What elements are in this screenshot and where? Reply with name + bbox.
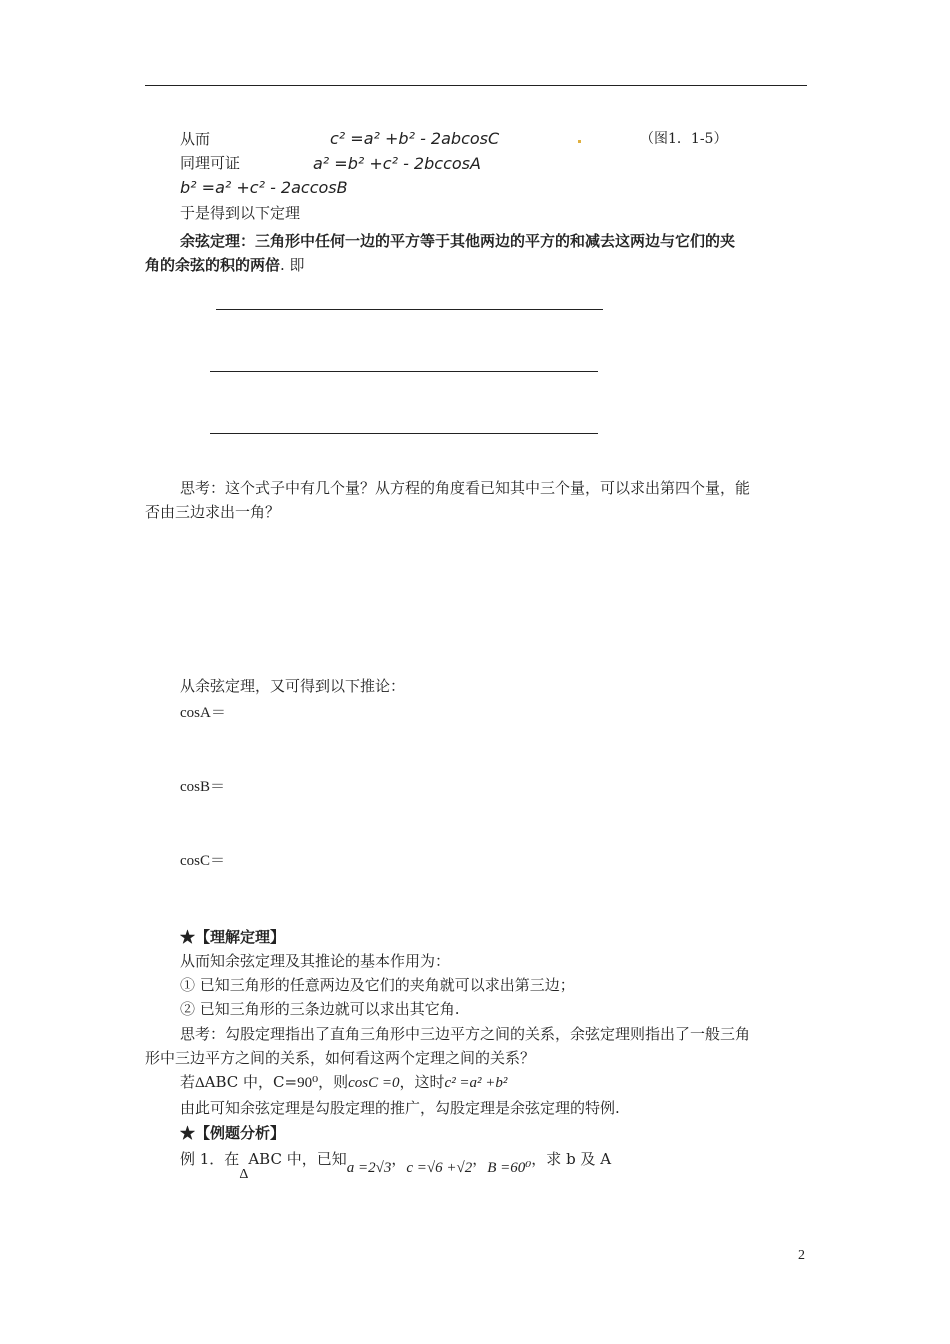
example-1-mid: ABC 中，已知: [248, 1150, 347, 1168]
blank-line-3: [210, 433, 598, 434]
conclude-line: 于是得到以下定理: [180, 204, 301, 222]
header-rule: [145, 85, 807, 86]
blank-line-2: [210, 371, 598, 372]
delta-symbol: Δ: [239, 1167, 249, 1182]
if-word: 若: [180, 1073, 196, 1091]
theorem-line2-tail: . 即: [280, 256, 305, 274]
examples-heading: ★【例题分析】: [180, 1124, 286, 1142]
equation-a: a² =b² +c² - 2bccosA: [313, 154, 481, 173]
figure-reference: （图1．1-5）: [640, 131, 728, 147]
think1-line1: 思考：这个式子中有几个量？从方程的角度看已知其中三个量，可以求出第四个量，能: [180, 479, 751, 497]
given-c: c =√6 +√2: [406, 1160, 473, 1176]
understand-intro: 从而知余弦定理及其推论的基本作用为：: [180, 952, 451, 970]
theorem-line1: 余弦定理：三角形中任何一边的平方等于其他两边的平方的和减去这两边与它们的夹: [180, 232, 736, 250]
pythagorean-eq: c² =a² +b²: [444, 1075, 508, 1091]
equation-b: b² =a² +c² - 2accosB: [180, 178, 348, 197]
example-1-prefix: 例 1．在: [180, 1150, 240, 1168]
sep-1: ，: [391, 1150, 407, 1168]
given-a: a =2√3: [346, 1160, 392, 1176]
then-word: ，则: [318, 1073, 349, 1091]
think2-line2: 形中三边平方之间的关系，如何看这两个定理之间的关系？: [145, 1049, 536, 1067]
label-therefore: 从而: [180, 130, 211, 148]
think1-line2: 否由三边求出一角？: [145, 503, 281, 521]
theorem-line2-bold: 角的余弦的积的两倍: [145, 256, 281, 274]
cosA-formula: cosA＝: [180, 705, 226, 721]
understand-item-1: ① 已知三角形的任意两边及它们的夹角就可以求出第三边；: [180, 976, 575, 994]
understand-heading: ★【理解定理】: [180, 928, 286, 946]
example-1: [180, 1148, 612, 1182]
right-triangle-line: [180, 1071, 507, 1092]
equation-c: c² =a² +b² - 2abcosC: [330, 129, 500, 148]
think2-line1: 思考：勾股定理指出了直角三角形中三边平方之间的关系，余弦定理则指出了一般三角: [180, 1025, 751, 1043]
blank-line-1: [216, 309, 603, 310]
delta-symbol: Δ: [195, 1075, 205, 1091]
cosC-zero: cosC =0: [348, 1075, 400, 1091]
label-similarly: 同理可证: [180, 154, 241, 172]
sep-2: ，: [472, 1150, 488, 1168]
at-this-time: ，这时: [399, 1073, 445, 1091]
example-1-tail: ，求 b 及 A: [531, 1150, 612, 1168]
given-B: B =60⁰: [487, 1160, 532, 1176]
cosC-formula: cosC＝: [180, 853, 226, 869]
understand-conclusion: 由此可知余弦定理是勾股定理的推广，勾股定理是余弦定理的特例.: [180, 1099, 620, 1117]
mark-dot: [578, 140, 581, 143]
page-number: 2: [798, 1248, 805, 1263]
cosB-formula: cosB＝: [180, 779, 226, 795]
understand-item-2: ② 已知三角形的三条边就可以求出其它角.: [180, 1000, 460, 1018]
if-triangle: ABC 中，C=: [204, 1073, 298, 1091]
right-angle: 90⁰: [297, 1075, 319, 1091]
corollary-intro: 从余弦定理，又可得到以下推论：: [180, 677, 406, 695]
theorem-line2: [145, 254, 305, 275]
